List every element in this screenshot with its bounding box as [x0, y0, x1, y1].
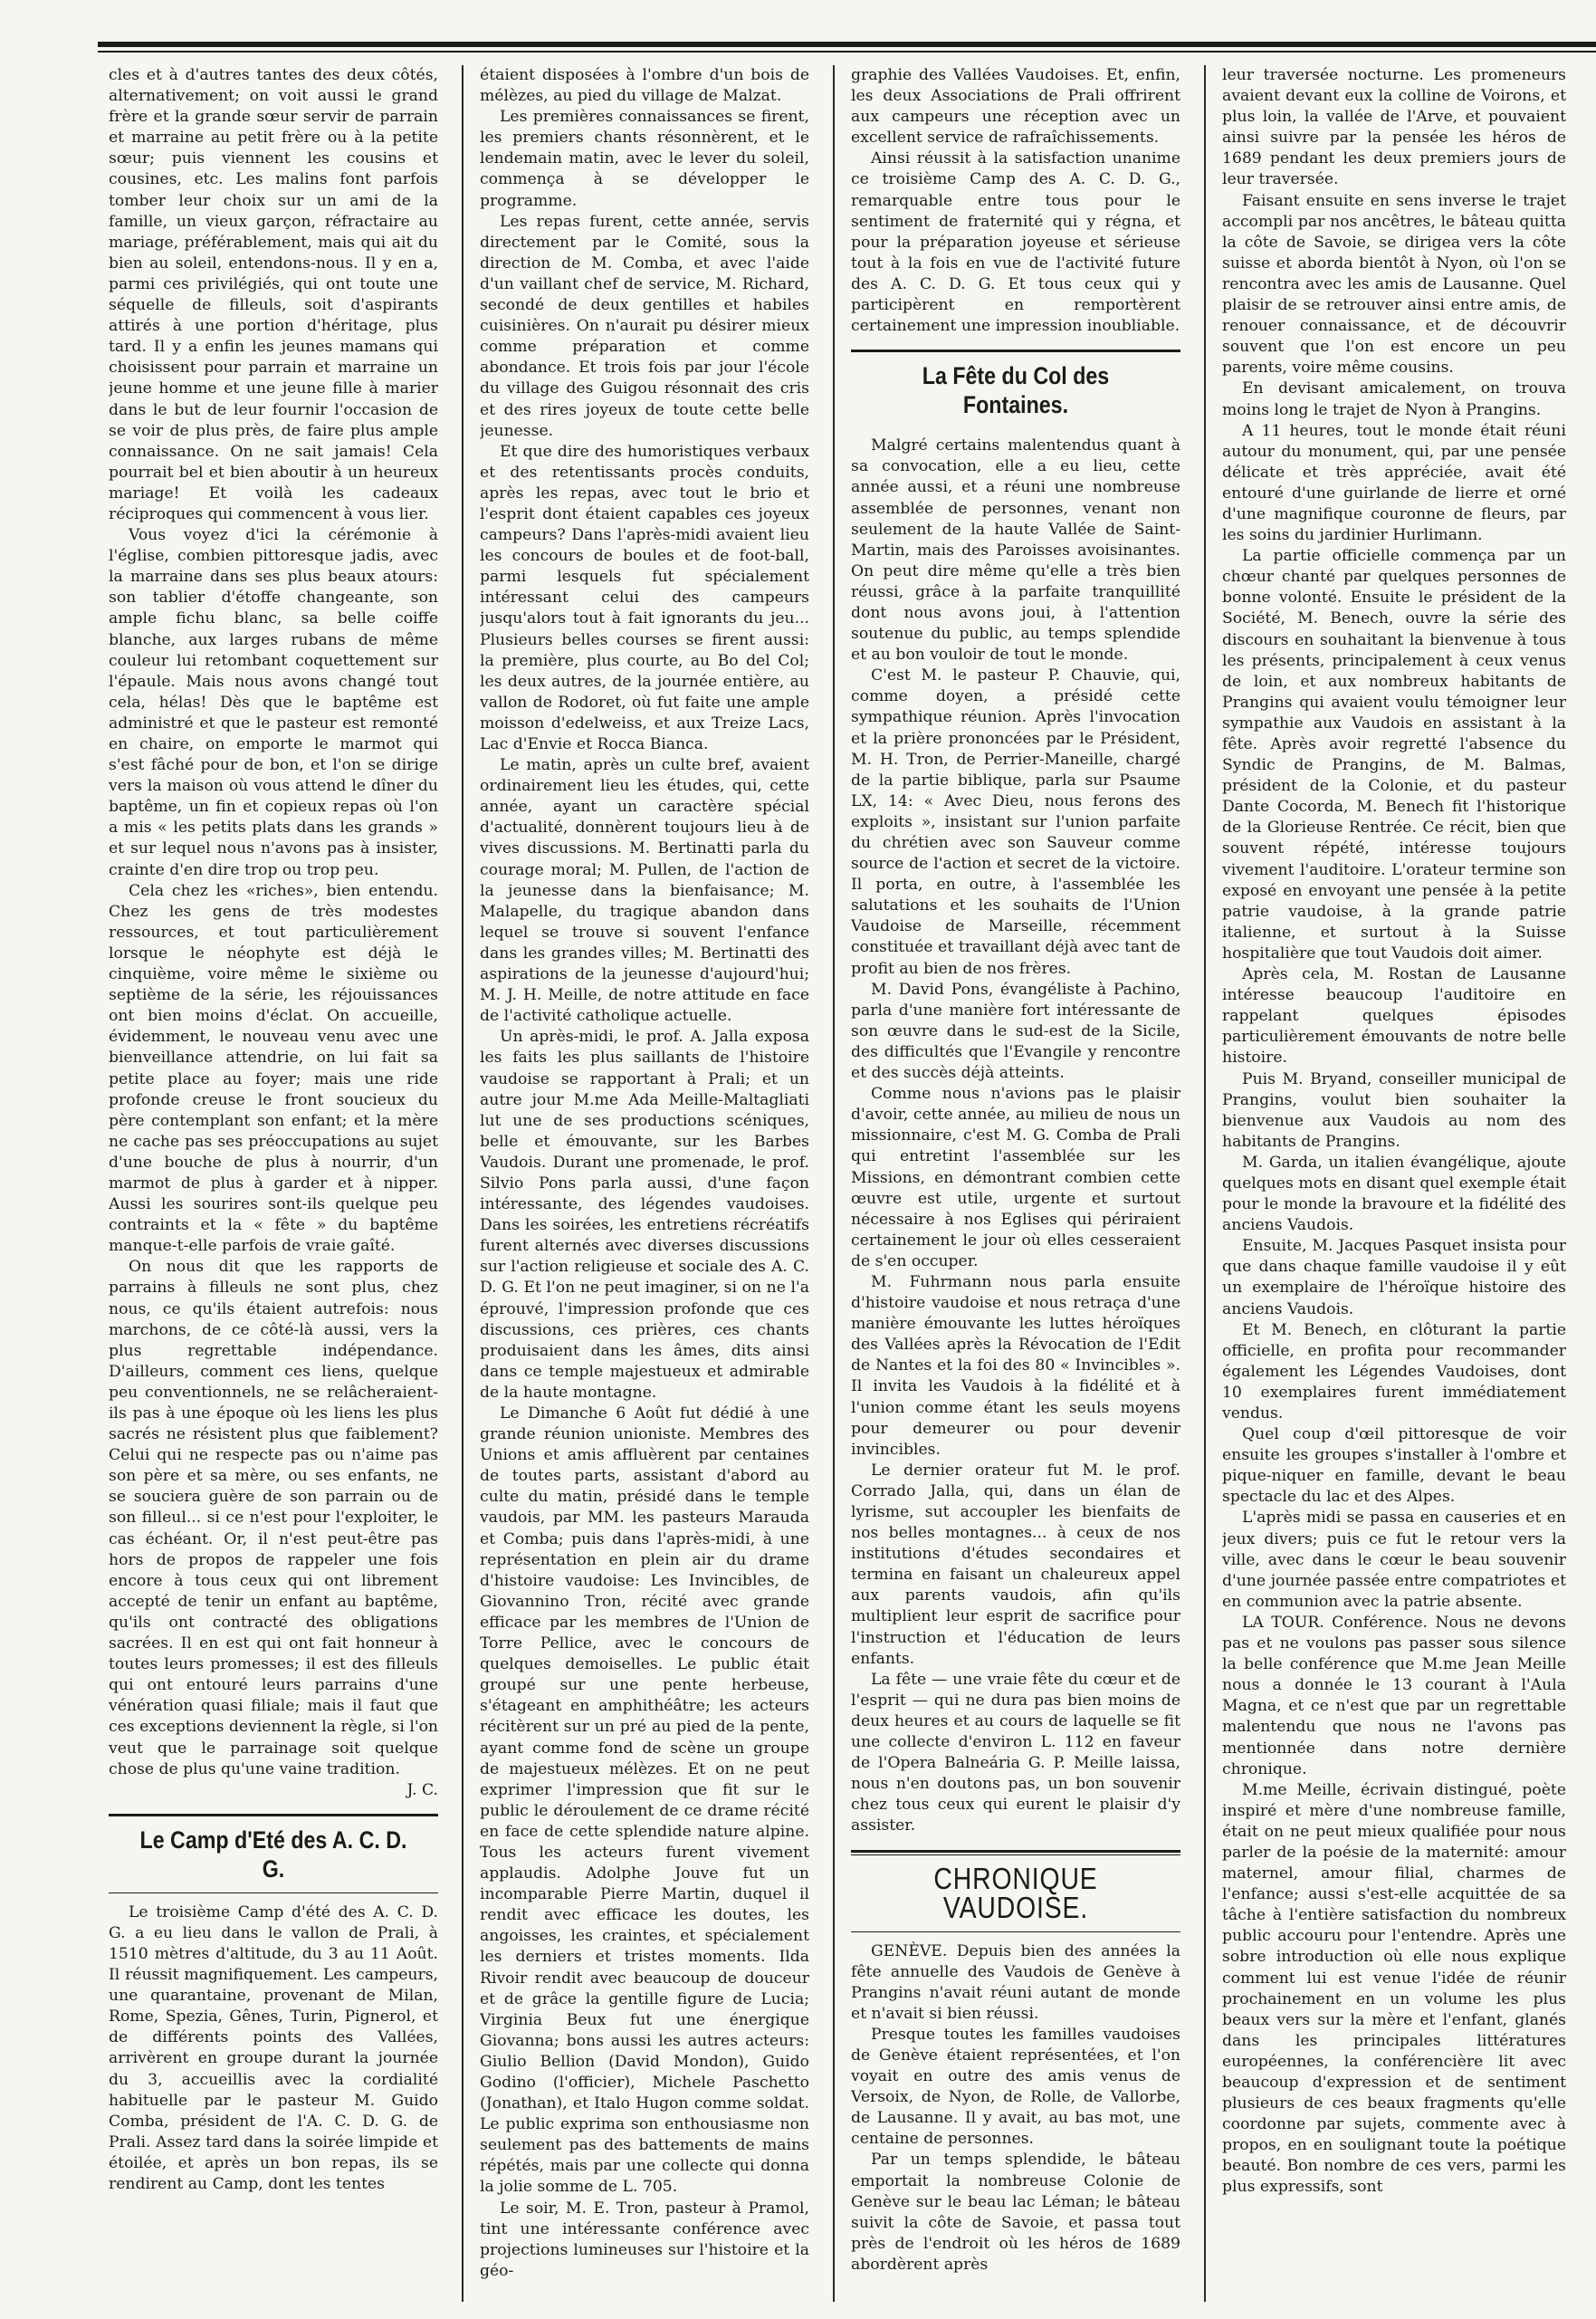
paragraph: Quel coup d'œil pittoresque de voir ensuite les groupes s'installer à l'ombre et pique-niquer en famille, devant le beau spectacle du lac et des Alpes. [1222, 1425, 1566, 1507]
paragraph: leur traversée nocturne. Les promeneurs avaient devant eux la colline de Voirons, et plus loin, la vallée de l'Arve, et pouvaient ainsi suivre par la pensée les héros de 1689 pendant les deux premiers jours de leur traversée. [1222, 66, 1566, 189]
paragraph: Faisant ensuite en sens inverse le trajet accompli par nos ancêtres, le bâteau quitta la côte de Savoie, se dirigea vers la côte suisse et aborda bientôt à Nyon, où l'on se rencontra avec les amis de Lausanne. Quel plaisir de se retrouver ainsi entre amis, de renouer connaissance, et de découvrir souvent que l'on est encore un peu parents, voire même cousins. [1222, 191, 1566, 378]
paragraph: cles et à d'autres tantes des deux côtés, alternativement; on voit aussi le grand frère et la grande sœur servir de parrain et marraine au petit frère ou à la petite sœur; puis viennent les cousins et cousines, etc. Les malins font parfois tomber leur choix sur un ami de la famille, un vieux garçon, réfractaire au mariage, préférablement, mais qui ait du bien au soleil, entendons-nous. Il y en a, parmi ces privilégiés, qui ont toute une séquelle de filleuls, soit d'aspirants attirés à une portion d'héritage, plus tard. Il y a enfin les jeunes mamans qui choisissent pour parrain et marraine un jeune homme et une jeune fille à marier dans le but de leur fournir l'occasion de se voir de plus près, de faire plus ample connaissance. On ne sait jamais! Cela pourrait bel et bien aboutir à un heureux mariage! Et voilà les cadeaux réciproques qui commencent à vous lier. [109, 66, 438, 523]
column-2 [480, 65, 809, 2302]
paragraph: graphie des Vallées Vaudoises. Et, enfin, les deux Associations de Prali offrirent aux campeurs une réception avec un excellent service de rafraîchissements. [851, 66, 1180, 148]
paragraph: Les premières connaissances se firent, les premiers chants résonnèrent, et le lendemain matin, avec le lever du soleil, commença à se développer le programme. [480, 108, 809, 210]
heading-title: Le Camp d'Eté des A. C. D. G. [139, 1825, 407, 1883]
paragraph: Puis M. Bryand, conseiller municipal de Prangins, voulut bien souhaiter la bienvenue aux Vaudois au nom des habitants de Prangins. [1222, 1069, 1566, 1151]
top-rule [98, 42, 1596, 47]
paragraph: Ainsi réussit à la satisfaction unanime ce troisième Camp des A. C. D. G., remarquable entre tous pour le sentiment de fraternité qui y régna, et pour la préparation joyeuse et sérieuse tout à la fois en vue de l'activité future des A. C. D. G. Et tous ceux qui y participèrent en remportèrent certainement une impression inoubliable. [851, 149, 1180, 336]
paragraph: M. Fuhrmann nous parla ensuite d'histoire vaudoise et nous retraça d'une manière émouvante les luttes héroïques des Vallées après la Révocation de l'Edit de Nantes et la foi des 80 « Invincibles ». Il invita les Vaudois à la fidélité et à l'union comme étant les seuls moyens pour demeurer ou pour devenir invincibles. [851, 1272, 1180, 1459]
paragraph: Le matin, après un culte bref, avaient ordinairement lieu les études, qui, cette année, ayant un caractère spécial d'actualité, donnèrent toujours lieu à de vives discussions. M. Bertinatti parla du courage moral; M. Pullen, de l'action de la jeunesse dans la bienfaisance; M. Malapelle, du tragique abandon dans lequel se trouve si souvent l'enfance dans les grandes villes; M. Bertinatti des aspirations de la jeunesse d'aujourd'hui; M. J. H. Meille, de notre attitude en face de l'activité catholique actuelle. [480, 756, 809, 1026]
paragraph: Le dernier orateur fut M. le prof. Corrado Jalla, qui, dans un élan de lyrisme, sut accoupler les bienfaits de nos belles montagnes... à ceux de nos institutions d'études secondaires et termina en faisant un chaleureux appel aux parents vaudois, afin qu'ils multiplient leur esprit de sacrifice pour l'instruction et l'éducation de leurs enfants. [851, 1461, 1180, 1668]
paragraph: Et M. Benech, en clôturant la partie officielle, en profita pour recommander également les Légendes Vaudoises, dont 10 exemplaires furent immédiatement vendus. [1222, 1320, 1566, 1423]
paragraph: En devisant amicalement, on trouva moins long le trajet de Nyon à Prangins. [1222, 379, 1566, 419]
paragraph: Cela chez les «riches», bien entendu. Chez les gens de très modestes ressources, et tout particulièrement lorsque le néophyte est déjà le cinquième, voire même le sixième ou septième de la série, les réjouissances ont bien moins d'éclat. On accueille, évidemment, le nouveau venu avec une bienveillance attendrie, on lui fait sa petite place au foyer; mais une ride profonde creuse le front soucieux du père contemplant son enfant; et la mère ne cache pas ses préoccupations au sujet d'une bouche de plus à nourrir, d'un marmot de plus à garder et à nipper. Aussi les sourires sont-ils quelque peu contraints et la « fête » du baptême manque-t-elle parfois de vraie gaîté. [109, 881, 438, 1256]
paragraph: Et que dire des humoristiques verbaux et des retentissants procès conduits, après les repas, avec tout le brio et l'esprit dont étaient capables ces joyeux campeurs? Dans l'après-midi avaient lieu les concours de boules et de foot-ball, parmi lesquels fut spécialement intéressant celui des campeurs jusqu'alors tout à fait ignorants du jeu... Plusieurs belles courses se firent aussi: la première, plus courte, au Bo del Col; les deux autres, de la journée entière, au vallon de Rodoret, où fut faite une ample moisson d'edelweiss, et aux Treize Lacs, Lac d'Envie et Rocca Bianca. [480, 442, 809, 753]
paragraph: Le troisième Camp d'été des A. C. D. G. a eu lieu dans le vallon de Prali, à 1510 mètres d'altitude, du 3 au 11 Août. Il réussit magnifiquement. Les campeurs, une quarantaine, provenant de Milan, Rome, Spezia, Gênes, Turin, Pignerol, et de différents points des Vallées, arrivèrent en groupe durant la journée du 3, accueillis avec la cordialité habituelle par le pasteur M. Guido Comba, président de l'A. C. D. G. de Prali. Assez tard dans la soirée limpide et étoilée, et après un bon repas, ils se rendirent au Camp, dont les tentes [109, 1902, 438, 2193]
paragraph: M. David Pons, évangéliste à Pachino, parla d'une manière fort intéressante de son œuvre dans le sud-est de la Sicile, des difficultés que l'Evangile y rencontre et des succès déjà atteints. [851, 980, 1180, 1083]
paragraph: M. Garda, un italien évangélique, ajoute quelques mots en disant quel exemple était pour le monde la bravoure et la fidélité des anciens Vaudois. [1222, 1153, 1566, 1235]
paragraph: Le Dimanche 6 Août fut dédié à une grande réunion unioniste. Membres des Unions et amis affluèrent par centaines de toutes parts, assistant d'abord au culte du matin, présidé dans le temple vaudois, par MM. les pasteurs Marauda et Comba; puis dans l'après-midi, à une représentation en plein air du drame d'histoire vaudoise: Les Invincibles, de Giovannino Tron, récité avec grande efficace par les membres de l'Union de Torre Pellice, avec le concours de quelques demoiselles. Le public était groupé sur une pente herbeuse, s'étageant en amphithéâtre; les acteurs récitèrent sur un pré au pied de la pente, ayant comme fond de scène un groupe de majestueux mélèzes. Et on ne peut exprimer l'impression que fit sur le public le déroulement de ce drame récité en face de cette splendide nature alpine. Tous les acteurs furent vivement applaudis. Adolphe Jouve fut un incomparable Pierre Martin, duquel il rendit avec efficace les doutes, les angoisses, les craintes, et spécialement les derniers et tristes moments. Ilda Rivoir rendit avec beaucoup de douceur et de grâce la gentille figure de Lucia; Virginia Beux fut une énergique Giovanna; bons aussi les autres acteurs: Giulio Bellion (David Mondon), Guido Godino (l'officier), Michele Paschetto (Jonathan), et Italo Hugon comme soldat. Le public exprima son enthousiasme non seulement pas des battements de mains répétés, mais par une collecte qui donna la jolie somme de L. 705. [480, 1404, 809, 2197]
paragraph: La partie officielle commença par un chœur chanté par quelques personnes de bonne volonté. Ensuite le président de la Société, M. Benech, ouvre la série des discours en souhaitant la bienvenue à tous les présents, principalement à ceux venus de loin, et aux nombreux habitants de Prangins qui avaient voulu témoigner leur sympathie aux Vaudois en assistant à la fête. Après avoir regretté l'absence du Syndic de Prangins, de M. Balmas, président de la Colonie, et du pasteur Dante Cocorda, M. Benech fit l'historique de la Glorieuse Rentrée. Ce récit, bien que souvent répété, intéresse toujours vivement l'auditoire. L'orateur termine son exposé en envoyant une pensée à la petite patrie vaudoise, à la grande patrie italienne, et surtout à la Suisse hospitalière que tout Vaudois doit aimer. [1222, 547, 1566, 963]
paragraph: L'après midi se passa en causeries et en jeux divers; puis ce fut le retour vers la ville, avec dans le cœur le beau souvenir d'une journée passée entre compatriotes et en communion avec la patrie absente. [1222, 1509, 1566, 1611]
top-rule-thin [98, 51, 1596, 53]
paragraph: On nous dit que les rapports de parrains à filleuls ne sont plus, chez nous, ce qu'ils étaient autrefois: nous marchons, de ce côté-là aussi, vers la plus regrettable indépendance. D'ailleurs, comment ces liens, quelque peu conventionnels, ne se relâcheraient-ils pas à une époque où les liens les plus sacrés ne résistent plus que faiblement? Celui qui ne respecte pas ou n'aime pas son père et sa mère, ou ses enfants, ne se souciera guère de son parrain ou de son filleul... si ce n'est pour l'exploiter, le cas échéant. Or, il n'est peut-être pas hors de propos de rappeler une fois encore à tous ceux qui ont librement accepté de tenir un enfant au baptême, qu'ils ont contracté des obligations sacrées. Il en est qui ont fait honneur à toutes leurs promesses; il est des filleuls qui ont entouré leurs parrains d'une vénération quasi filiale; mais il faut que ces exceptions deviennent la règle, si l'on veut que le parrainage soit quelque chose de plus qu'une vaine tradition. [109, 1258, 438, 1778]
signature: J. C. [406, 1780, 438, 1799]
paragraph: M.me Meille, écrivain distingué, poète inspiré et mère d'une nombreuse famille, était on ne peut mieux qualifiée pour nous parler de la poésie de la maternité: amour maternel, amour filial, charmes de l'enfance; aussi s'est-elle acquittée de sa tâche à l'entière satisfaction du nombreux public accouru pour l'entendre. Après une sobre introduction où elle nous explique comment lui est venue l'idée de réunir prochainement en un volume les plus beaux vers sur la mère et l'enfant, glanés dans les principales littératures européennes, la conférencière lit avec beaucoup d'expression et de sentiment plusieurs de ces beaux fragments qu'elle coordonne par sujets, commente avec à propos, en en soulignant toute la poétique beauté. Bon nombre de ces vers, parmi les plus expressifs, sont [1222, 1780, 1566, 2197]
heading-title: CHRONIQUE VAUDOISE. [933, 1861, 1098, 1924]
heading-rule [851, 1850, 1180, 1853]
paragraph: LA TOUR. Conférence. Nous ne devons pas et ne voulons pas passer sous silence la belle conférence que M.me Jean Meille nous a donnée le 13 courant à l'Aula Magna, et ce n'est que par un regrettable malentendu que nous ne l'avons pas mentionnée dans notre dernière chronique. [1222, 1613, 1566, 1778]
paragraph: Ensuite, M. Jacques Pasquet insista pour que dans chaque famille vaudoise il y eût un exemplaire de l'héroïque histoire des anciens Vaudois. [1222, 1237, 1566, 1318]
paragraph: GENÈVE. Depuis bien des années la fête annuelle des Vaudois de Genève à Prangins n'avait réuni autant de monde et n'avait si bien réussi. [851, 1941, 1180, 2023]
article-heading-fete [851, 350, 1180, 426]
paragraph: Vous voyez d'ici la cérémonie à l'église, combien pittoresque jadis, avec la marraine dans ses plus beaux atours: son tablier d'étoffe changeante, son ample fichu blanc, sa belle coiffe blanche, aux larges rubans de même couleur lui retombant coquettement sur l'épaule. Mais nous avons changé tout cela, hélas! Dès que le baptême est administré et que le pasteur est remonté en chaire, on emporte le marmot qui s'est fâché pour de bon, et l'on se dirige vers la maison où vous attend le dîner du baptême, un fin et copieux repas où l'on a mis « les petits plats dans les grands » et sur lequel nous n'avons pas à insister, crainte d'en dire trop ou trop peu. [109, 526, 438, 879]
paragraph: Le soir, M. E. Tron, pasteur à Pramol, tint une intéressante conférence avec projections lumineuses sur l'histoire et la géo- [480, 2199, 809, 2280]
paragraph: La fête — une vraie fête du cœur et de l'esprit — qui ne dura pas bien moins de deux heures et au cours de laquelle se fit une collecte d'environ L. 112 en faveur de l'Opera Balneária G. P. Meille laissa, nous n'en doutons pas, un bon souvenir chez tous ceux qui eurent le plaisir d'y assister. [851, 1670, 1180, 1835]
paragraph: Presque toutes les familles vaudoises de Genève étaient représentées, et l'on voyait en outre des amis venus de Versoix, de Nyon, de Rolle, de Vallorbe, de Lausanne. Il y avait, au bas mot, une centaine de personnes. [851, 2025, 1180, 2149]
paragraph: Un après-midi, le prof. A. Jalla exposa les faits les plus saillants de l'histoire vaudoise se rapportant à Prali; et un autre jour M.me Ada Meille-Maltagliati lut une de ses productions scéniques, belle et émouvante, sur les Barbes Vaudois. Durant une promenade, le prof. Silvio Pons parla aussi, d'une façon intéressante, des légendes vaudoises. Dans les soirées, les entretiens récréatifs furent alternés avec diverses discussions sur l'action religieuse et sociale des A. C. D. G. Et l'on ne peut imaginer, si on ne l'a éprouvé, l'impression profonde que ces discussions, ces prières, ces chants produisaient dans les âmes, dits ainsi dans ce temple majestueux et admirable de la haute montagne. [480, 1028, 809, 1402]
column-divider-2 [833, 65, 835, 2302]
column-divider-1 [462, 65, 464, 2302]
article-heading-camp [109, 1814, 438, 1893]
paragraph: Les repas furent, cette année, servis directement par le Comité, sous la direction de M. Comba, et avec l'aide d'un vaillant chef de service, M. Richard, secondé de deux gentilles et habiles cuisinières. On n'aurait pu désirer mieux comme préparation et comme abondance. Et trois fois par jour l'école du village des Guigou résonnait des cris et des rires joyeux de toute cette belle jeunesse. [480, 212, 809, 440]
paragraph: Par un temps splendide, le bâteau emportait la nombreuse Colonie de Genève sur le beau lac Léman; le bâteau suivit la côte de Savoie, et passa tout près de l'endroit où les héros de 1689 abordèrent après [851, 2151, 1180, 2274]
column-3 [851, 65, 1180, 2302]
paragraph: A 11 heures, tout le monde était réuni autour du monument, qui, par une pensée délicate et très appréciée, avait été entouré d'une guirlande de lierre et orné d'une magnifique couronne de fleurs, par les soins du jardinier Hurlimann. [1222, 421, 1566, 545]
heading-title: La Fête du Col des Fontaines. [922, 362, 1110, 419]
paragraph: Après cela, M. Rostan de Lausanne intéresse beaucoup l'auditoire en rappelant quelques épisodes particulièrement émouvants de notre belle histoire. [1222, 965, 1566, 1068]
paragraph: étaient disposées à l'ombre d'un bois de mélèzes, au pied du village de Malzat. [480, 66, 809, 106]
paragraph: C'est M. le pasteur P. Chauvie, qui, comme doyen, a présidé cette sympathique réunion. Après l'invocation et la prière prononcées par le Président, M. H. Tron, de Perrier-Maneille, chargé de la partie biblique, parla sur Psaume LX, 14: « Avec Dieu, nous ferons des exploits », insistant sur l'union parfaite du chrétien avec son Sauveur comme source de l'action et secret de la victoire. Il porta, en outre, à l'assemblée les salutations et les souhaits de l'Union Vaudoise de Marseille, récemment constituée et travaillant déjà avec tant de profit au bien de nos frères. [851, 666, 1180, 978]
section-heading-chronique [851, 1850, 1180, 1932]
column-1 [109, 65, 438, 2302]
heading-rule [851, 1931, 1180, 1932]
paragraph: Malgré certains malentendus quant à sa convocation, elle a eu lieu, cette année aussi, et a réuni une nombreuse assemblée de personnes, venant non seulement de la haute Vallée de Saint-Martin, mais des Paroisses avoisinantes. On peut dire même qu'elle a très bien réussi, grâce à la parfaite tranquillité dont nous avons joui, à l'attention soutenue du public, au temps splendide et au bon vouloir de tout le monde. [851, 436, 1180, 665]
column-divider-3 [1204, 65, 1206, 2302]
column-4 [1222, 65, 1566, 2302]
paragraph: Comme nous n'avions pas le plaisir d'avoir, cette année, au milieu de nous un missionnaire, c'est M. G. Comba de Prali qui entretint l'assemblée sur les Missions, en démontrant combien cette œuvre est utile, urgente et surtout nécessaire à nos Eglises qui périraient certainement le jour où elles cesseraient de s'en occuper. [851, 1085, 1180, 1270]
